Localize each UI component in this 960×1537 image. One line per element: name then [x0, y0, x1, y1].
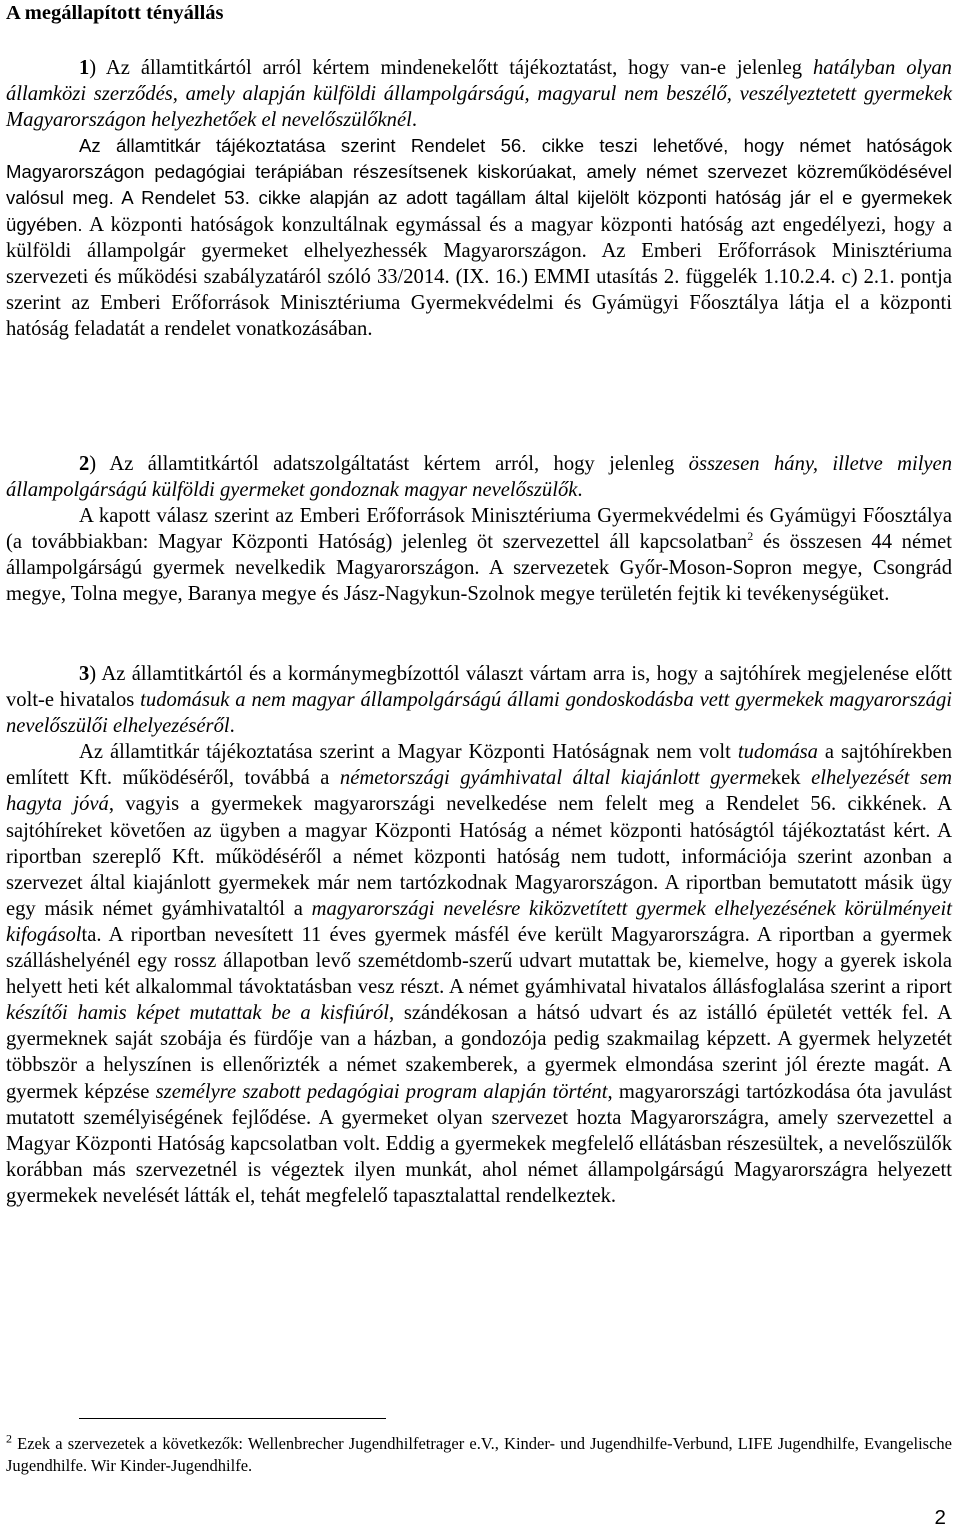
page-number: 2: [934, 1506, 946, 1529]
italic-run: németországi gyámhivatal által kiajánlott gyerme: [339, 767, 771, 790]
italic-run: összesen hány, illetve milyen állampolgárságú külföldi gyermeket gondoznak magyar nevelőszülők: [6, 453, 952, 502]
italic-run: hatályban olyan államközi szerződés, amely alapján külföldi állampolgárságú, magyarul nem beszélő, veszélyeztetett gyermekek Magyarországon helyezhetőek el nevelőszülőknél: [6, 57, 952, 132]
item-number: 3: [79, 663, 90, 685]
footnote-ref: 2: [747, 529, 754, 544]
italic-run: magyarországi nevelésre kiközvetített gyermek elhelyezésének körülményeit kifogásol: [6, 897, 952, 946]
text-run: , vagyis a gyermekek magyarországi nevelkedése nem felelt meg a Rendelet 56. cikkének. A sajtóhíreket követően az ügyben a magyar Központi Hatóság a német központi hatóságtól tájékoztatást kért. A riportban szereplő Kft. működéséről a német központi hatóság nem tudott, információja szerint azonban a szervezet által kiajánlott gyermekek már nem tartózkodnak Magyarországon. A riportban bemutatott másik ügy egy másik német gyámhivataltól a: [6, 793, 953, 920]
italic-run: elhelyezését sem hagyta jóvá: [6, 767, 952, 816]
text-run: ) Az államtitkártól és a kormánymegbízottól választ vártam arra is, hogy a sajtóhírek megjelenése előtt volt-e hivatalos: [6, 663, 952, 712]
footnote-number: 2: [6, 1431, 12, 1446]
footnote: [6, 1433, 952, 1477]
document-page: [6, 0, 954, 1537]
paragraph-2: [6, 451, 952, 608]
italic-run: tudomása: [737, 741, 818, 764]
italic-run: személyre szabott pedagógiai program alapján történt: [155, 1080, 608, 1103]
text-run: .: [229, 715, 235, 738]
item-number: 2: [79, 453, 90, 475]
text-run: ta. A riportban nevesített 11 éves gyermek másfél éve került Magyarországra. A riportban a gyermek szálláshelyénél egy rossz állapotban levő szemétdomb-szerű udvart mutattak be, kiemelve, hogy a gyerek iskola helyett heti két alkalommal távoktatásban vesz részt. A német gyámhivatal hivatalos állásfoglalása szerint a riport: [6, 923, 952, 999]
section-heading: A megállapított tényállás: [6, 2, 224, 24]
text-run: , szándékosan a hátsó udvart és az istálló épületét vették fel. A gyermeknek saját szobája és fürdője van a házban, a gondozója pedig szakmailag képzett. A gyermek helyzetét többször a helyszínen is ellenőrizték a német szakemberek, a gyermek elmondása szerint jól érezte magát. A gyermek képzése: [6, 1002, 952, 1103]
text-run: .: [577, 479, 583, 502]
text-run: a sajtóhírekben említett Kft. működéséről, továbbá a: [6, 741, 952, 790]
italic-run: tudomásuk a nem magyar állampolgárságú állami gondoskodásba vett gyermekek magyarországi nevelőszülői elhelyezéséről: [6, 689, 952, 738]
text-run: és összesen 44 német állampolgárságú gyermek nevelkedik Magyarországon. A szervezetek Győr-Moson-Sopron megye, Csongrád megye, Tolna megye, Baranya megye és Jász-Nagykun-Szolnok megye területén fejtik ki tevékenységüket.: [6, 531, 952, 606]
italic-run: készítői hamis képet mutattak be a kisfiúról: [6, 1002, 390, 1025]
paragraph-3: [6, 661, 952, 1209]
text-run: .: [411, 109, 417, 132]
text-run: kek: [770, 767, 812, 790]
text-run: , magyarországi tartózkodása óta javulást mutatott személyiségének fejlődése. A gyermeket olyan szervezet hozta Magyarországra, amely szervezettel a Magyar Központi Hatóság kapcsolatban volt. Eddig a gyermekek megfelelő ellátásban részesültek, a nevelőszülők korábban más szervezetnél is végeztek ilyen munkát, ahol német állampolgárságú Magyarországra helyezett gyermekek nevelését látták el, tehát megfelelő tapasztalattal rendelkeztek.: [6, 1080, 952, 1207]
text-run: ) Az államtitkártól adatszolgáltatást kértem arról, hogy jelenleg: [89, 453, 689, 475]
text-run: A kapott válasz szerint az Emberi Erőforrások Minisztériuma Gyermekvédelmi és Gyámügyi Főosztálya (a továbbiakban: Magyar Központi Hatóság) jelenleg öt szervezettel áll kapcsolatban: [6, 505, 952, 554]
text-run: Az államtitkár tájékoztatása szerint a Magyar Központi Hatóságnak nem volt: [79, 741, 738, 764]
paragraph-1: [6, 55, 952, 342]
footnote-divider: [79, 1418, 386, 1419]
footnote-text: Ezek a szervezetek a következők: Wellenbrecher Jugendhilfetrager e.V., Kinder- und Jugendhilfe-Verbund, LIFE Jugendhilfe, Evangelische Jugendhilfe. Wir Kinder-Jugendhilfe.: [6, 1434, 952, 1475]
text-run: A központi hatóságok konzultálnak egymással és a magyar központi hatóság azt engedélyezi, hogy a külföldi állampolgár gyermeket elhelyezhessék Magyarországon. Az Emberi Erőforrások Minisztériuma szervezeti és működési szabályzatáról szóló 33/2014. (IX. 16.) EMMI utasítás 2. függelék 1.10.2.4. c) 2.1. pontja szerint az Emberi Erőforrások Minisztériuma Gyermekvédelmi és Gyámügyi Főosztálya látja el a központi hatóság feladatát a rendelet vonatkozásában.: [6, 213, 952, 340]
item-number: 1: [79, 57, 90, 79]
text-run: ) Az államtitkártól arról kértem mindenekelőtt tájékoztatást, hogy van-e jelenleg: [89, 57, 813, 79]
text-run: Az államtitkár tájékoztatása szerint Rendelet 56. cikke teszi lehetővé, hogy német hatóságok Magyarországon pedagógiai terápiában részesítsenek kiskorúakat, amely német szervezet közreműködésével valósul meg. A Rendelet 53. cikke alapján az adott tagállam által kijelölt központi hatóság jár el e gyermekek ügyében.: [6, 135, 952, 235]
